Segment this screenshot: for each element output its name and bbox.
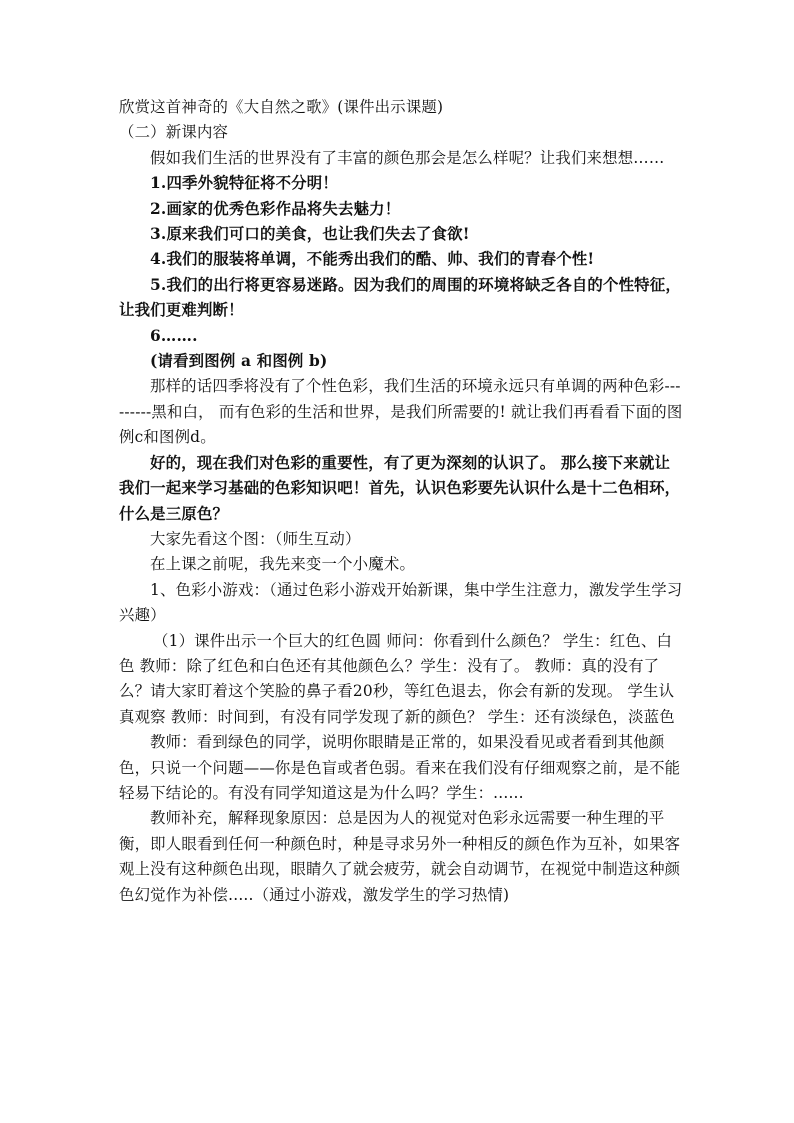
- intro-line: 欣赏这首神奇的《大自然之歌》(课件出示课题): [119, 98, 444, 116]
- list-item-1: 1.四季外貌特征将不分明！: [150, 174, 338, 193]
- list-item-3: 3.原来我们可口的美食，也让我们失去了食欲!: [150, 225, 470, 244]
- paragraph-color-importance: 好的，现在我们对色彩的重要性，有了更为深刻的认识了。 那么接下来就让我们一起来学习基础的色彩知识吧！首先，认识色彩要先认识什么是十二色相环，什么是三原色？: [119, 453, 681, 523]
- paragraph-look-figure: 大家先看这个图：（师生互动）: [150, 529, 361, 548]
- paragraph-magic: 在上课之前呢，我先来变一个小魔术。: [150, 555, 416, 574]
- paragraph-color-game: 1、色彩小游戏：（通过色彩小游戏开始新课，集中学生注意力，激发学生学习兴趣）: [119, 580, 683, 625]
- paragraph-black-white: 那样的话四季将没有了个性色彩，我们生活的环境永远只有单调的两种色彩---------黑和白， 而有色彩的生活和世界，是我们所需要的! 就让我们再看看下面的图例c和图例d。: [119, 377, 683, 447]
- document-page: [119, 95, 685, 908]
- list-item-5: 5.我们的出行将更容易迷路。因为我们的周围的环境将缺乏各自的个性特征，让我们更难判断！: [119, 275, 681, 320]
- list-item-6: 6…….: [150, 326, 198, 345]
- list-item-2: 2.画家的优秀色彩作品将失去魅力！: [150, 199, 401, 218]
- list-item-4: 4.我们的服装将单调，不能秀出我们的酷、帅、我们的青春个性!: [150, 250, 595, 269]
- paragraph-teacher-green: 教师：看到绿色的同学，说明你眼睛是正常的，如果没看见或者看到其他颜色，只说一个问题——你是色盲或者色弱。看来在我们没有仔细观察之前，是不能轻易下结论的。有没有同学知道这是为什么吗？学生：......: [119, 733, 681, 802]
- paragraph-teacher-explain: 教师补充，解释现象原因：总是因为人的视觉对色彩永远需要一种生理的平衡，即人眼看到任何一种颜色时，种是寻求另外一种相反的颜色作为互补，如果客观上没有这种颜色出现，眼睛久了就会疲劳，就会自动调节，在视觉中制造这种颜色幻觉作为补偿.....（通过小游戏，激发学生的学习热情): [119, 809, 681, 904]
- paragraph-question: 假如我们生活的世界没有了丰富的颜色那会是怎么样呢？让我们来想想……: [150, 148, 665, 167]
- section-heading: （二）新课内容: [119, 123, 229, 142]
- figure-note: (请看到图例 a 和图例 b): [150, 352, 328, 371]
- paragraph-red-circle: （1）课件出示一个巨大的红色圆 师问：你看到什么颜色？ 学生：红色、白色 教师：除了红色和白色还有其他颜色么？学生：没有了。 教师：真的没有了么？请大家盯着这个笑脸的鼻子看20秒，等红色退去，你会有新的发现。 学生认真观察 教师：时间到，有没有同学发现了新的颜色？ 学生：还有淡绿色，淡蓝色: [119, 631, 675, 726]
